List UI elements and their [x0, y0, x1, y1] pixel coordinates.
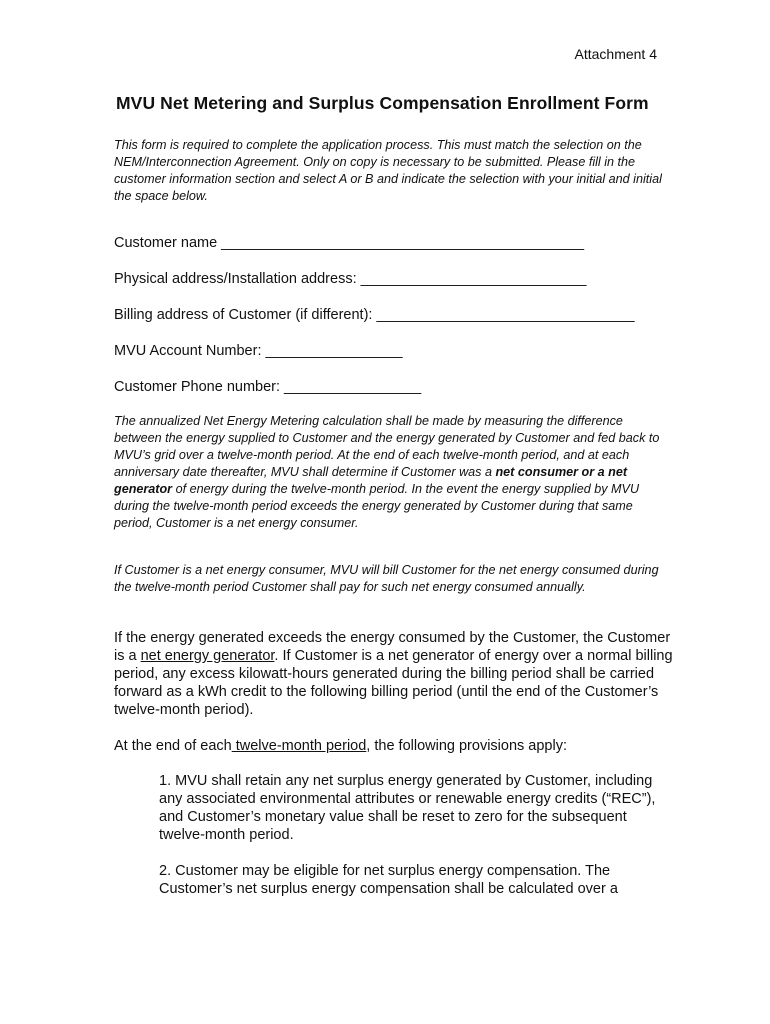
net-metering-text-2: of energy during the twelve-month period. In the event the energy supplied by MVU during the twelve-month period exceeds the energy generated by Customer during that same period, Customer is a net energy consumer.	[114, 482, 640, 530]
attachment-label: Attachment 4	[574, 46, 657, 62]
customer-name-field[interactable]: Customer name _____________________________________________	[114, 235, 585, 251]
form-title: MVU Net Metering and Surplus Compensation Enrollment Form	[116, 93, 649, 113]
net-energy-generator-underlined: net energy generator	[140, 648, 275, 664]
net-consumer-generator-bold: net consumer or a net generator	[114, 465, 628, 496]
billing-address-field[interactable]: Billing address of Customer (if different): ________________________________	[114, 307, 635, 323]
phone-number-field[interactable]: Customer Phone number: _________________	[114, 379, 422, 395]
provisions-intro-text-2: , the following provisions apply:	[366, 738, 567, 754]
provisions-intro	[114, 737, 674, 755]
intro-paragraph: This form is required to complete the application process. This must match the selection on the NEM/Interconnection Agreement. Only on copy is necessary to be submitted. Please fill in the customer information section and select A or B and indicate the selection with your initial and initial the space below.	[114, 138, 662, 203]
account-number-field[interactable]: MVU Account Number: _________________	[114, 343, 403, 359]
net-generator-paragraph	[114, 629, 674, 719]
net-generator-text-2: . If Customer is a net generator of energy over a normal billing period, any excess kilowatt-hours generated during the billing period shall be carried forward as a kWh credit to the following billing period (until the end of the Customer’s twelve-month period).	[114, 648, 673, 718]
net-metering-text-1: The annualized Net Energy Metering calculation shall be made by measuring the difference between the energy supplied to Customer and the energy generated by Customer and fed back to MVU’s grid over a twelve-month period. At the end of each twelve-month period, and at each anniversary date thereafter, MVU shall determine if Customer was a	[114, 414, 660, 479]
twelve-month-period-underlined: twelve-month period	[231, 738, 367, 754]
provision-item-2: 2. Customer may be eligible for net surplus energy compensation. The Customer’s net surplus energy compensation shall be calculated over a	[159, 863, 618, 897]
provisions-intro-text-1: At the end of each	[114, 738, 232, 754]
net-generator-text-1: If the energy generated exceeds the energy consumed by the Customer, the Customer is a	[114, 630, 671, 664]
net-consumer-paragraph: If Customer is a net energy consumer, MVU will bill Customer for the net energy consumed during the twelve-month period Customer shall pay for such net energy consumed annually.	[114, 563, 659, 594]
physical-address-field[interactable]: Physical address/Installation address: ____________________________	[114, 271, 587, 287]
net-metering-paragraph	[114, 413, 674, 532]
provision-item-1: 1. MVU shall retain any net surplus energy generated by Customer, including any associated environmental attributes or renewable energy credits (“REC”), and Customer’s monetary value shall be reset to zero for the subsequent twelve-month period.	[159, 773, 656, 843]
